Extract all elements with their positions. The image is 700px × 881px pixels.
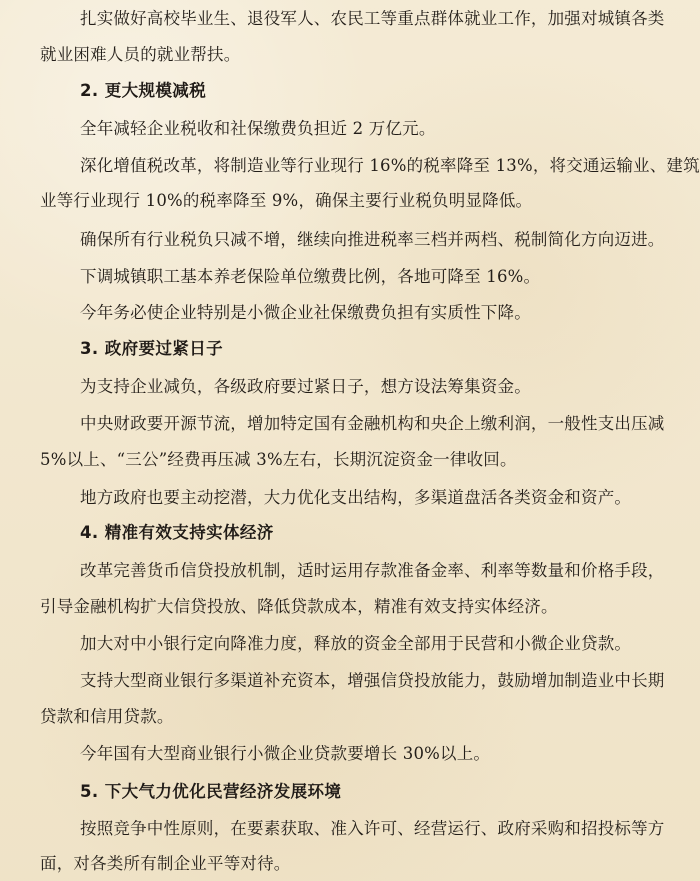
paragraph-line: 就业困难人员的就业帮扶。 — [40, 45, 241, 64]
paragraph-line: 贷款和信用贷款。 — [40, 707, 174, 726]
paragraph-line: 改革完善货币信贷投放机制，适时运用存款准备金率、利率等数量和价格手段， — [80, 561, 665, 580]
paragraph-line: 中央财政要开源节流，增加特定国有金融机构和央企上缴利润，一般性支出压减 — [80, 414, 665, 433]
paragraph-line: 5%以上、“三公”经费再压减 3%左右，长期沉淀资金一律收回。 — [40, 450, 517, 469]
paragraph-line: 业等行业现行 10%的税率降至 9%，确保主要行业税负明显降低。 — [40, 191, 533, 210]
paragraph-line: 地方政府也要主动挖潜，大力优化支出结构，多渠道盘活各类资金和资产。 — [80, 488, 632, 507]
paragraph-line: 下调城镇职工基本养老保险单位缴费比例，各地可降至 16%。 — [80, 267, 541, 286]
section-heading: 4. 精准有效支持实体经济 — [80, 523, 274, 542]
section-heading: 2. 更大规模减税 — [80, 81, 207, 100]
paragraph-line: 全年减轻企业税收和社保缴费负担近 2 万亿元。 — [80, 119, 436, 138]
paragraph-line: 深化增值税改革，将制造业等行业现行 16%的税率降至 13%，将交通运输业、建筑 — [80, 156, 700, 175]
paragraph-line: 按照竞争中性原则，在要素获取、准入许可、经营运行、政府采购和招投标等方 — [80, 819, 665, 838]
section-heading: 3. 政府要过紧日子 — [80, 339, 223, 358]
paragraph-line: 今年务必使企业特别是小微企业社保缴费负担有实质性下降。 — [80, 303, 531, 322]
paragraph-line: 扎实做好高校毕业生、退役军人、农民工等重点群体就业工作，加强对城镇各类 — [80, 9, 665, 28]
paragraph-line: 引导金融机构扩大信贷投放、降低贷款成本，精准有效支持实体经济。 — [40, 597, 558, 616]
paragraph-line: 确保所有行业税负只减不增，继续向推进税率三档并两档、税制简化方向迈进。 — [80, 230, 665, 249]
paragraph-line: 为支持企业减负，各级政府要过紧日子，想方设法筹集资金。 — [80, 377, 531, 396]
paragraph-line: 今年国有大型商业银行小微企业贷款要增长 30%以上。 — [80, 744, 491, 763]
paragraph-line: 支持大型商业银行多渠道补充资本，增强信贷投放能力，鼓励增加制造业中长期 — [80, 671, 665, 690]
paragraph-line: 面，对各类所有制企业平等对待。 — [40, 854, 291, 873]
paragraph-line: 加大对中小银行定向降准力度，释放的资金全部用于民营和小微企业贷款。 — [80, 634, 632, 653]
section-heading: 5. 下大气力优化民营经济发展环境 — [80, 782, 342, 801]
